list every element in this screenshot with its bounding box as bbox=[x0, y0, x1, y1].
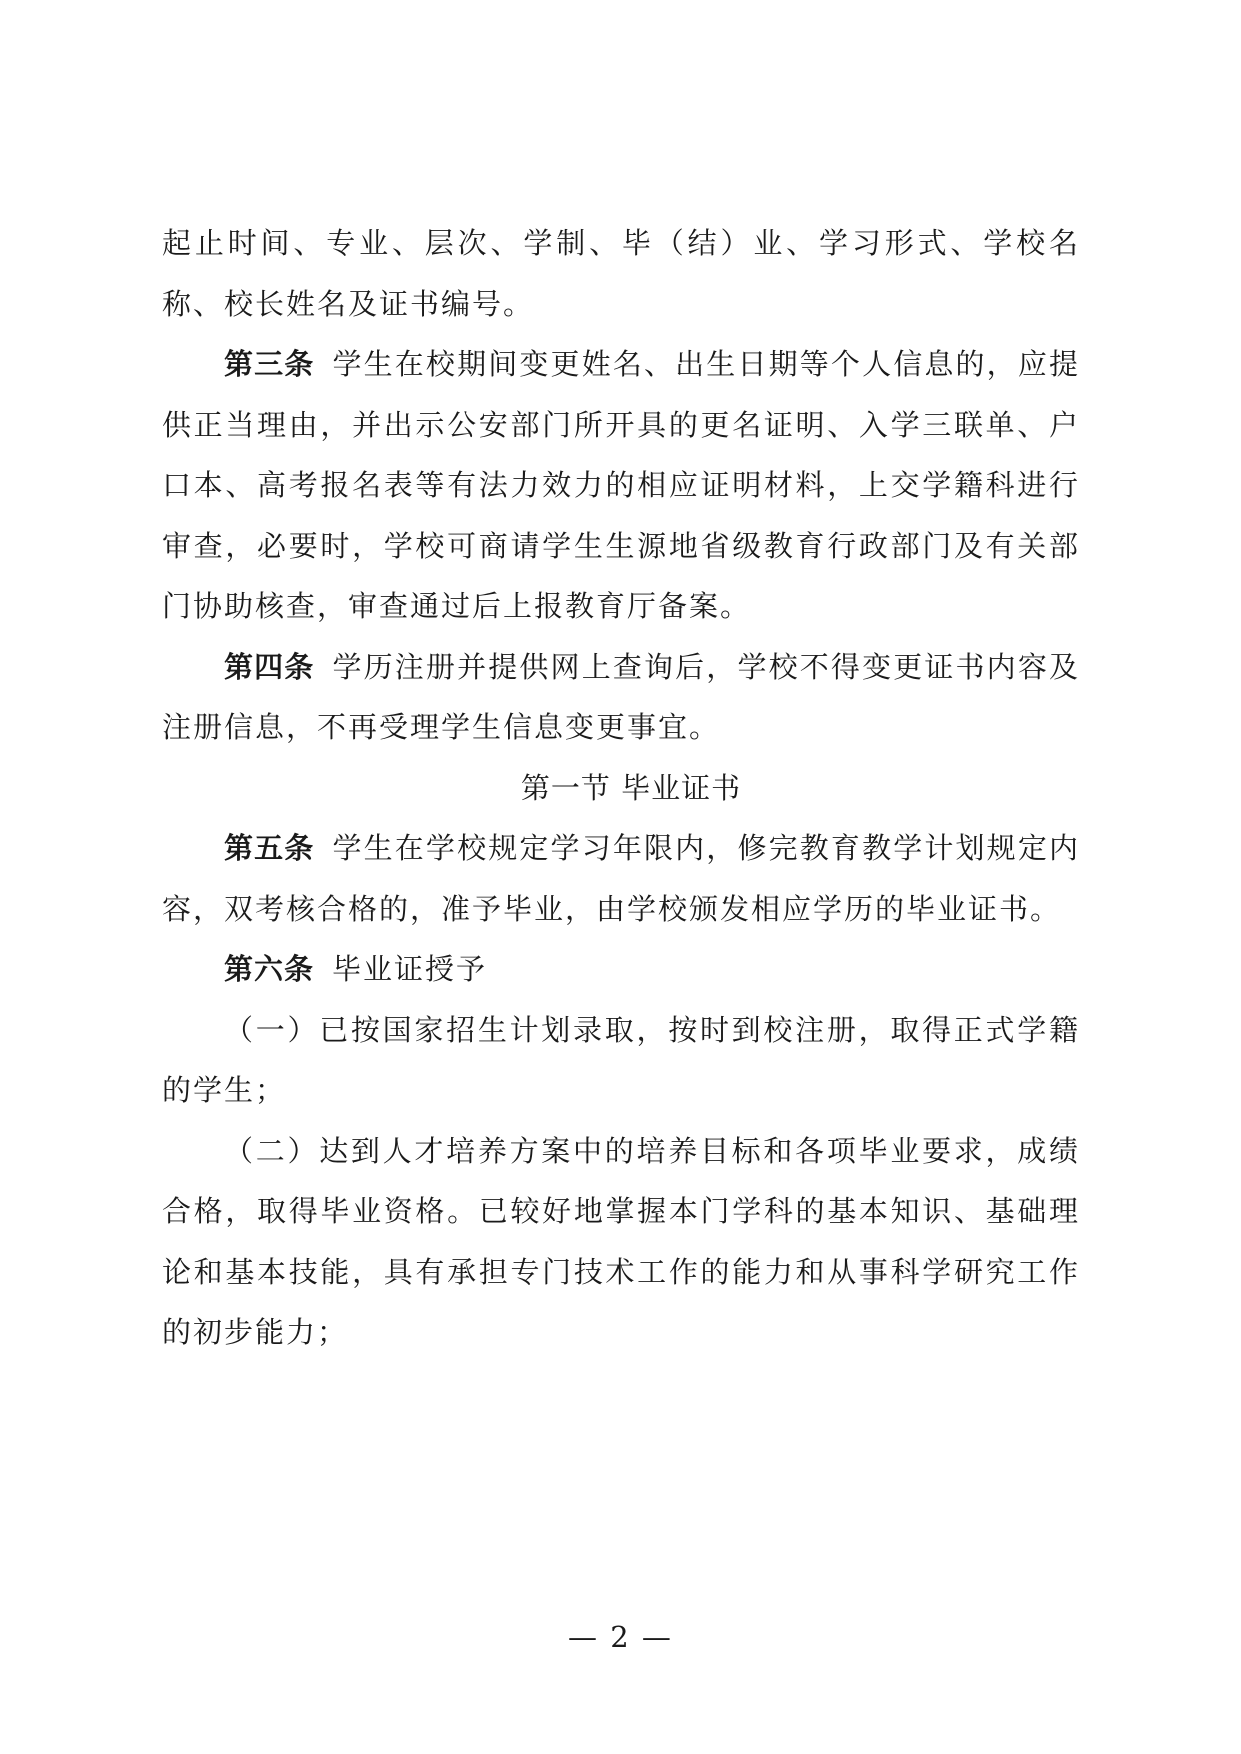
article-number: 第三条 bbox=[224, 347, 315, 381]
article-text: 学历注册并提供网上查询后，学校不得变更证书内容及注册信息，不再受理学生信息变更事宜。 bbox=[162, 649, 1080, 744]
clause-1-paragraph: （一）已按国家招生计划录取，按时到校注册，取得正式学籍的学生； bbox=[162, 1012, 1080, 1107]
page-number: — 2 — bbox=[568, 1620, 673, 1654]
paragraph-continuation: 起止时间、专业、层次、学制、毕（结）业、学习形式、学校名称、校长姓名及证书编号。 bbox=[162, 226, 1080, 321]
article-number: 第五条 bbox=[224, 831, 315, 865]
article-3-paragraph bbox=[162, 334, 1080, 637]
article-number: 第四条 bbox=[224, 649, 315, 684]
article-6-paragraph bbox=[162, 939, 1080, 1000]
clause-2-paragraph: （二）达到人才培养方案中的培养目标和各项毕业要求，成绩合格，取得毕业资格。已较好地掌握本门学科的基本知识、基础理论和基本技能，具有承担专门技术工作的能力和从事科学研究工作的初步能力； bbox=[162, 1133, 1080, 1349]
article-text: 毕业证授予 bbox=[332, 952, 488, 986]
section-heading: 第一节 毕业证书 bbox=[520, 770, 742, 805]
document-body bbox=[162, 213, 1080, 1363]
article-number: 第六条 bbox=[224, 952, 315, 986]
article-5-paragraph bbox=[162, 818, 1080, 939]
article-text: 学生在校期间变更姓名、出生日期等个人信息的，应提供正当理由，并出示公安部门所开具的更名证明、入学三联单、户口本、高考报名表等有法力效力的相应证明材料，上交学籍科进行审查，必要时，学校可商请学生生源地省级教育行政部门及有关部门协助核查，审查通过后上报教育厅备案。 bbox=[162, 347, 1080, 623]
article-text: 学生在学校规定学习年限内，修完教育教学计划规定内容，双考核合格的，准予毕业，由学校颁发相应学历的毕业证书。 bbox=[162, 831, 1080, 926]
article-4-paragraph bbox=[162, 637, 1080, 758]
